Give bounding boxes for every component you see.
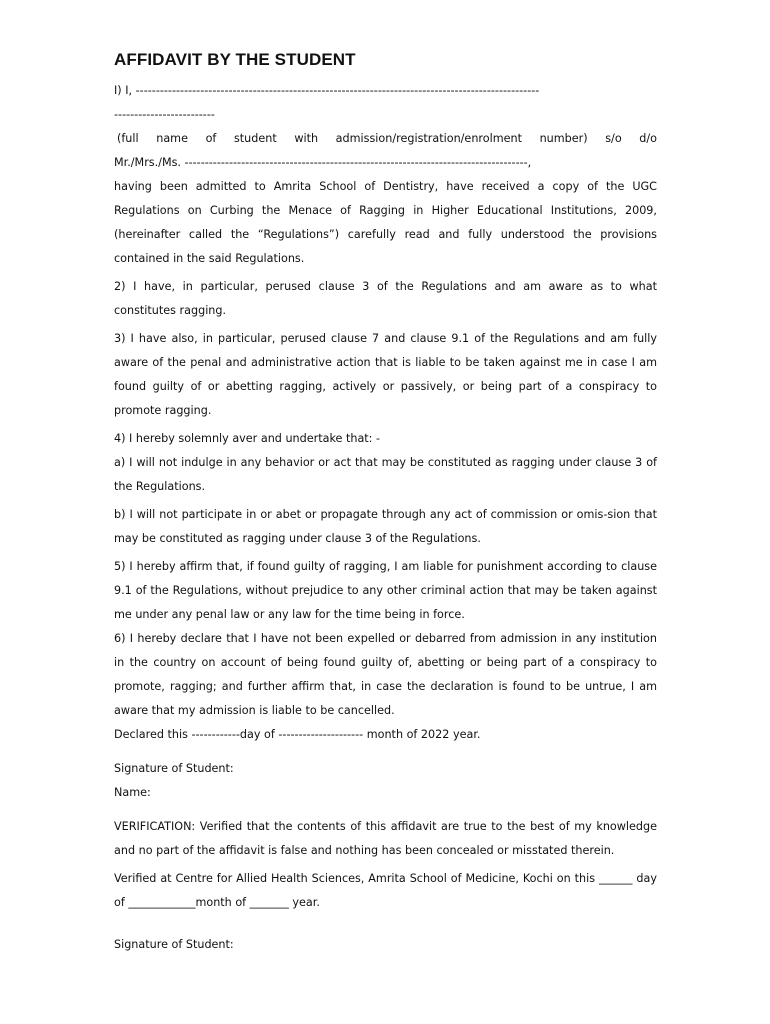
- document-title: AFFIDAVIT BY THE STUDENT: [114, 50, 356, 69]
- clause-1-text: having been admitted to Amrita School of Dentistry, have received a copy of the UGC Regulations on Curbing the Menace of Ragging in Higher Educational Institutions, 2009, (hereinafter called the “Regulations”) carefully read and fully understood the provisions contained in the said Regulations.: [114, 180, 657, 265]
- clause-4-text: 4) I hereby solemnly aver and undertake that: -: [114, 432, 381, 445]
- verified-at-text: Verified at Centre for Allied Health Sciences, Amrita School of Medicine, Kochi on this ______ day of ____________month of _______ year.: [114, 872, 657, 909]
- clause-6-text: 6) I hereby declare that I have not been expelled or debarred from admission in any institution in the country on account of being found guilty of, abetting or being part of a conspiracy to promote, ragging; and further affirm that, in case the declaration is found to be untrue, I am aware that my admission is liable to be cancelled.: [114, 632, 657, 717]
- declaration-line: Declared this ------------day of --------------------- month of 2022 year.: [114, 728, 481, 741]
- verification-text: VERIFICATION: Verified that the contents of this affidavit are true to the best of my knowledge and no part of the affidavit is false and nothing has been concealed or misstated therein.: [114, 820, 657, 857]
- clause-4b-text: b) I will not participate in or abet or propagate through any act of commission or omis-sion that may be constituted as ragging under clause 3 of the Regulations.: [114, 508, 657, 545]
- clause-1-parent-line: Mr./Mrs./Ms. -------------------------------------------------------------------------------------,: [114, 156, 532, 169]
- clause-4a-text: a) I will not indulge in any behavior or act that may be constituted as ragging under clause 3 of the Regulations.: [114, 456, 657, 493]
- clause-2-text: 2) I have, in particular, perused clause 3 of the Regulations and am aware as to what constitutes ragging.: [114, 280, 657, 317]
- clause-1-name-line: I) I, ----------------------------------------------------------------------------------------------------: [114, 84, 540, 97]
- clause-5-text: 5) I hereby affirm that, if found guilty of ragging, I am liable for punishment according to clause 9.1 of the Regulations, without prejudice to any other criminal action that may be taken against me under any penal law or any law for the time being in force.: [114, 560, 657, 621]
- clause-1-name-line-continued: -------------------------: [114, 108, 215, 121]
- name-label: Name:: [114, 786, 151, 799]
- clause-1: [114, 79, 657, 271]
- signature-label: Signature of Student:: [114, 762, 234, 775]
- affidavit-document: [114, 48, 657, 957]
- clause-3-text: 3) I have also, in particular, perused clause 7 and clause 9.1 of the Regulations and am fully aware of the penal and administrative action that is liable to be taken against me in case I am found guilty of or abetting ragging, actively or passively, or being part of a conspiracy to promote ragging.: [114, 332, 657, 417]
- clause-1-name-caption: (full name of student with admission/registration/enrolment number) s/o d/o: [117, 132, 657, 145]
- signature-label-bottom: Signature of Student:: [114, 938, 234, 951]
